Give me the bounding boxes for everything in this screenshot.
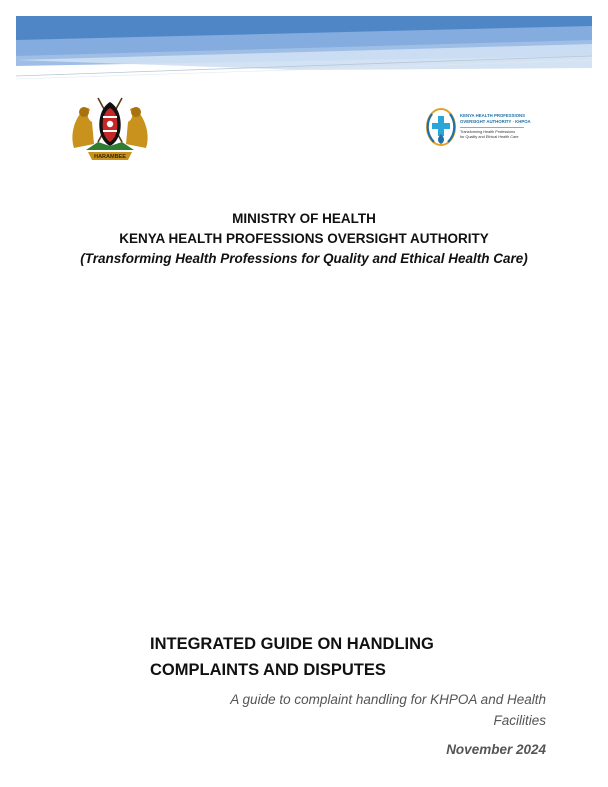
publication-date: November 2024 — [446, 742, 546, 757]
document-subtitle-line1: A guide to complaint handling for KHPOA and Health — [230, 692, 546, 707]
ministry-name: MINISTRY OF HEALTH — [232, 211, 376, 226]
authority-name: KENYA HEALTH PROFESSIONS OVERSIGHT AUTHORITY — [119, 231, 489, 246]
svg-text:HARAMBEE: HARAMBEE — [94, 154, 126, 161]
document-title-line1: INTEGRATED GUIDE ON HANDLING — [150, 635, 434, 653]
khpoa-logo-tagline-line2: for Quality and Ethical Health Care — [460, 135, 519, 139]
authority-motto: (Transforming Health Professions for Quality and Ethical Health Care) — [80, 251, 528, 266]
khpoa-logo-text-line1: KENYA HEALTH PROFESSIONS — [460, 113, 526, 118]
header-banner — [0, 0, 608, 90]
logo-divider — [460, 127, 524, 128]
cover-header — [0, 209, 608, 269]
khpoa-logo-text-line2: OVERSIGHT AUTHORITY · KHPOA — [460, 119, 531, 124]
khpoa-logo-tagline-line1: Transforming Health Professions — [460, 130, 516, 134]
document-subtitle — [180, 689, 546, 731]
document-title-line2: COMPLAINTS AND DISPUTES — [150, 661, 386, 679]
document-title — [150, 631, 570, 683]
kenya-coat-of-arms-logo — [68, 92, 152, 164]
khpoa-logo — [422, 104, 542, 150]
document-subtitle-line2: Facilities — [493, 713, 546, 728]
